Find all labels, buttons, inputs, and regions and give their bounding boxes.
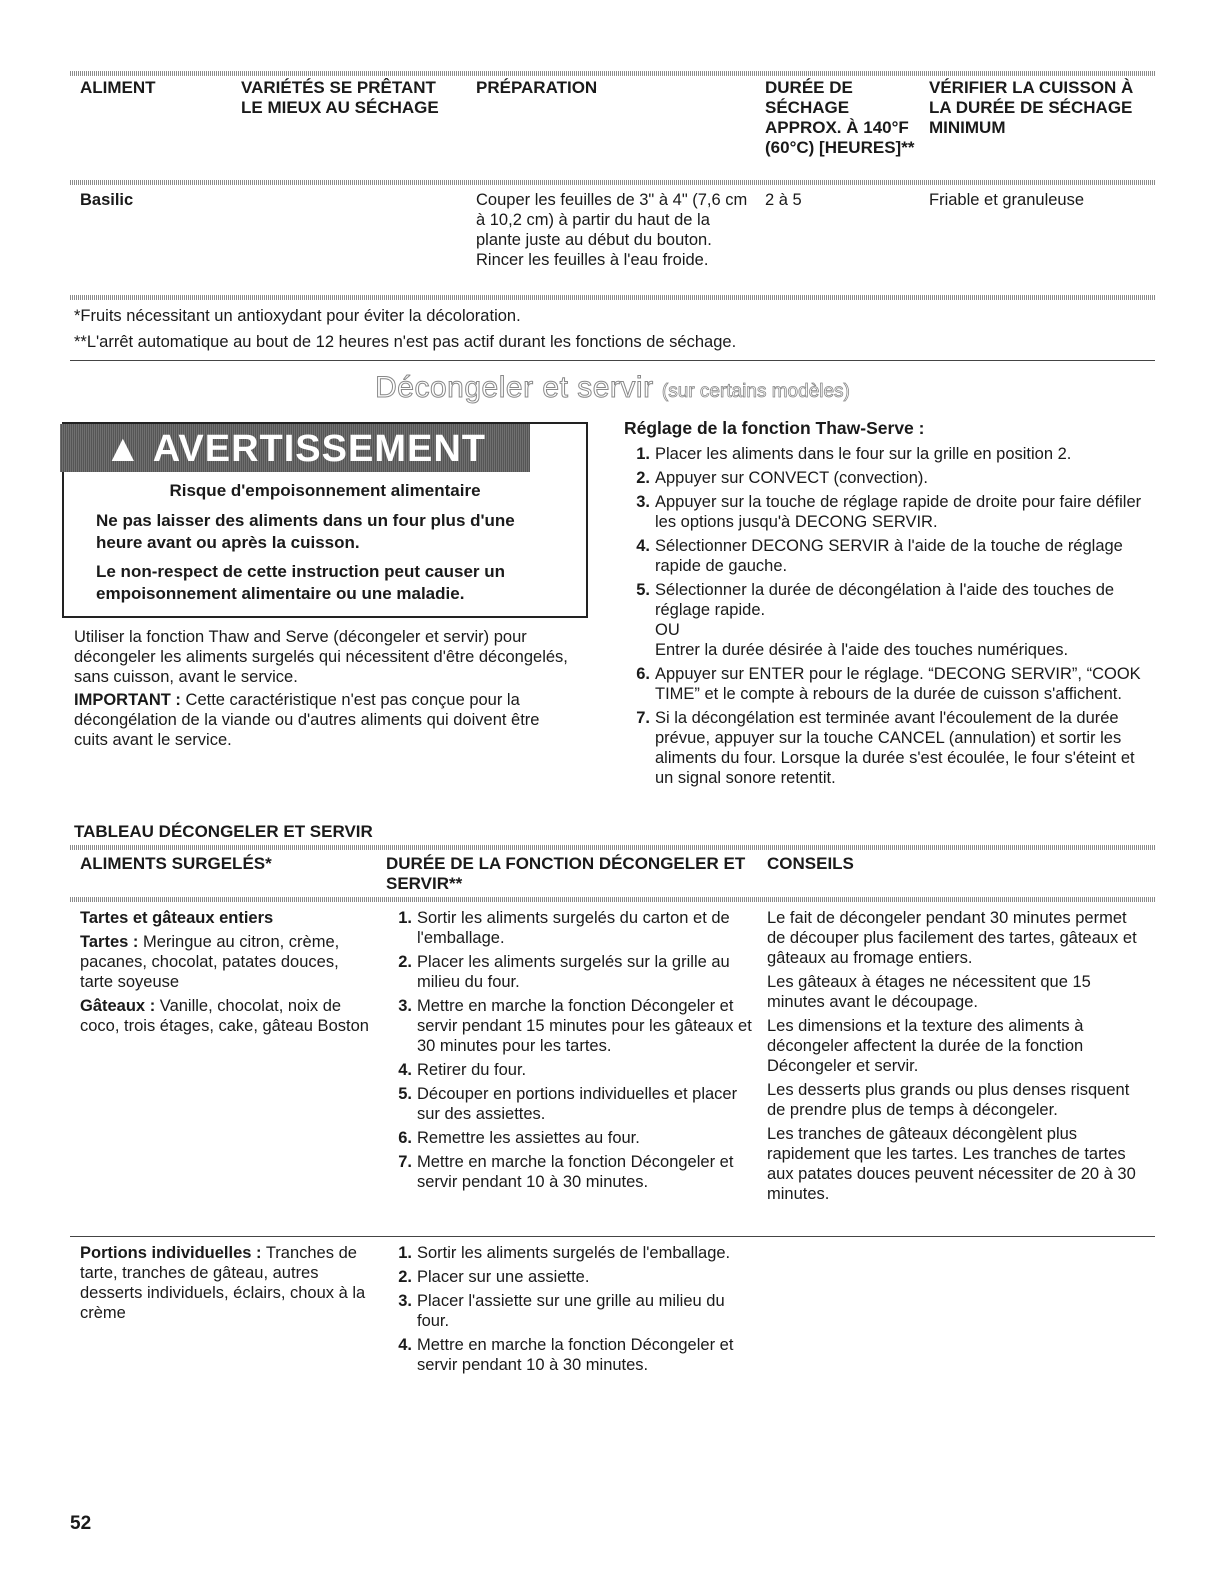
t2-row2-food: Portions individuelles : Tranches de tarte, tranches de gâteau, autres desserts individuels, éclairs, choux à la crème (80, 1244, 366, 1322)
warning-risk: Risque d'empoisonnement alimentaire (169, 481, 481, 500)
t2-step: 4. Retirer du four. (398, 1061, 527, 1079)
tip: Les tranches de gâteaux décongèlent plus rapidement que les tartes. Les tranches de tartes aux patates douces peuvent nécessiter de 20 à 30 minutes. (767, 1125, 1136, 1203)
t2-step: 1. Sortir les aliments surgelés du carton et de l'emballage. (398, 909, 730, 947)
t2-row1-tips (767, 908, 1147, 1208)
t2-row2-steps (386, 1243, 756, 1379)
t2-step: 4. Mettre en marche la fonction Décongeler et servir pendant 10 à 30 minutes. (398, 1336, 734, 1374)
t1-footnote-2: **L'arrêt automatique au bout de 12 heures n'est pas actif durant les fonctions de séchage. (74, 333, 737, 351)
important-paragraph (74, 690, 574, 750)
t2-step: 1. Sortir les aliments surgelés de l'emballage. (398, 1244, 731, 1262)
t2-step: 2. Placer les aliments surgelés sur la grille au milieu du four. (398, 953, 730, 991)
setting-steps (624, 444, 1144, 792)
t2-step: 5. Découper en portions individuelles et placer sur des assiettes. (398, 1085, 738, 1123)
tip: Les desserts plus grands ou plus denses risquent de prendre plus de temps à décongeler. (767, 1081, 1130, 1119)
t2-row1-gateaux: Gâteaux : Vanille, chocolat, noix de coco, trois étages, cake, gâteau Boston (80, 997, 369, 1035)
t1-check-cell: Friable et granuleuse (929, 191, 1085, 209)
setting-title: Réglage de la fonction Thaw-Serve : (624, 418, 925, 438)
tip: Les dimensions et la texture des aliments à décongeler affectent la durée de la fonction Décongeler et servir. (767, 1017, 1084, 1075)
section-divider (70, 360, 1155, 361)
t1-header-food: ALIMENT (80, 78, 156, 97)
setting-step: 1. Placer les aliments dans le four sur la grille en position 2. (636, 445, 1072, 463)
warning-title: ▲ AVERTISSEMENT (104, 428, 486, 470)
tip: Le fait de décongeler pendant 30 minutes permet de découper plus facilement des tartes, gâteaux et gâteaux au fromage entiers. (767, 909, 1137, 967)
important-text: Cette caractéristique n'est pas conçue pour la décongélation de la viande ou d'autres aliments qui doivent être cuits avant le service. (74, 691, 540, 749)
page-number: 52 (70, 1513, 92, 1534)
t2-row1-food (80, 908, 372, 1036)
table1-bottom-rule (70, 295, 1155, 300)
setting-step: 7. Si la décongélation est terminée avant l'écoulement de la durée prévue, appuyer sur la touche CANCEL (annulation) et sortir les aliments du four. Lorsque la durée s'est écoulée, le four s'éteint et un signal sonore retentit. (636, 709, 1135, 787)
table2-top-rule (70, 845, 1155, 850)
setting-step: 2. Appuyer sur CONVECT (convection). (636, 469, 928, 487)
t1-header-prep: PRÉPARATION (476, 78, 598, 97)
table2-row-rule (70, 1236, 1155, 1237)
t2-step: 3. Mettre en marche la fonction Décongeler et servir pendant 15 minutes pour les gâteaux et 30 minutes pour les tartes. (398, 997, 752, 1055)
t1-footnote-1: *Fruits nécessitant un antioxydant pour éviter la décoloration. (74, 307, 521, 325)
section-subtitle-text: (sur certains modèles) (661, 381, 850, 402)
t2-row1-steps (386, 908, 756, 1196)
setting-step: 6. Appuyer sur ENTER pour le réglage. “DECONG SERVIR”, “COOK TIME” et le compte à rebours de la durée de cuisson s'affichent. (636, 665, 1141, 703)
t2-step: 2. Placer sur une assiette. (398, 1268, 590, 1286)
intro-paragraph: Utiliser la fonction Thaw and Serve (décongeler et servir) pour décongeler les aliments surgelés qui nécessitent d'être décongelés, sans cuisson, avant le service. (74, 628, 568, 686)
tip: Les gâteaux à étages ne nécessitent que 15 minutes avant le découpage. (767, 973, 1091, 1011)
setting-step: 3. Appuyer sur la touche de réglage rapide de droite pour faire défiler les options jusqu'à DECONG SERVIR. (636, 493, 1142, 531)
t1-time-cell: 2 à 5 (765, 191, 802, 209)
t2-step: 6. Remettre les assiettes au four. (398, 1129, 640, 1147)
section-title-text: Décongeler et servir (375, 371, 654, 404)
t2-step: 7. Mettre en marche la fonction Décongeler et servir pendant 10 à 30 minutes. (398, 1153, 734, 1191)
table2-header-rule (70, 897, 1155, 902)
important-label: IMPORTANT : (74, 691, 181, 709)
t1-prep-cell: Couper les feuilles de 3" à 4" (7,6 cm à 10,2 cm) à partir du haut de la plante juste au début du bouton. Rincer les feuilles à l'eau froide. (476, 191, 748, 269)
setting-step: 4. Sélectionner DECONG SERVIR à l'aide de la touche de réglage rapide de gauche. (636, 537, 1123, 575)
t1-food-cell: Basilic (80, 191, 134, 209)
t2-header-tips: CONSEILS (767, 854, 854, 873)
t2-row1-title: Tartes et gâteaux entiers (80, 909, 274, 927)
table1-top-rule (70, 71, 1155, 76)
table2-caption: TABLEAU DÉCONGELER ET SERVIR (74, 822, 373, 841)
setting-step: 5. Sélectionner la durée de décongélation à l'aide des touches de réglage rapide. OU Entrer la durée désirée à l'aide des touches numériques. (636, 581, 1115, 659)
warning-line-2: Le non-respect de cette instruction peut causer un empoisonnement alimentaire ou une maladie. (96, 562, 506, 603)
table1-header-rule (70, 180, 1155, 185)
section-title (0, 371, 1225, 409)
t1-header-varieties: VARIÉTÉS SE PRÊTANT LE MIEUX AU SÉCHAGE (241, 78, 439, 117)
t2-row1-tartes: Tartes : Meringue au citron, crème, pacanes, chocolat, patates douces, tarte soyeuse (80, 933, 340, 991)
warning-header (60, 424, 530, 472)
t1-header-time: DURÉE DE SÉCHAGE APPROX. À 140°F (60°C) [HEURES]** (765, 78, 915, 157)
t2-header-duration: DURÉE DE LA FONCTION DÉCONGELER ET SERVIR** (386, 854, 746, 893)
warning-line-1: Ne pas laisser des aliments dans un four plus d'une heure avant ou après la cuisson. (96, 511, 515, 552)
t2-header-food: ALIMENTS SURGELÉS* (80, 854, 272, 873)
t1-header-check: VÉRIFIER LA CUISSON À LA DURÉE DE SÉCHAGE MINIMUM (929, 78, 1134, 137)
t2-step: 3. Placer l'assiette sur une grille au milieu du four. (398, 1292, 725, 1330)
warning-triangle-icon: ▲ (104, 428, 143, 470)
